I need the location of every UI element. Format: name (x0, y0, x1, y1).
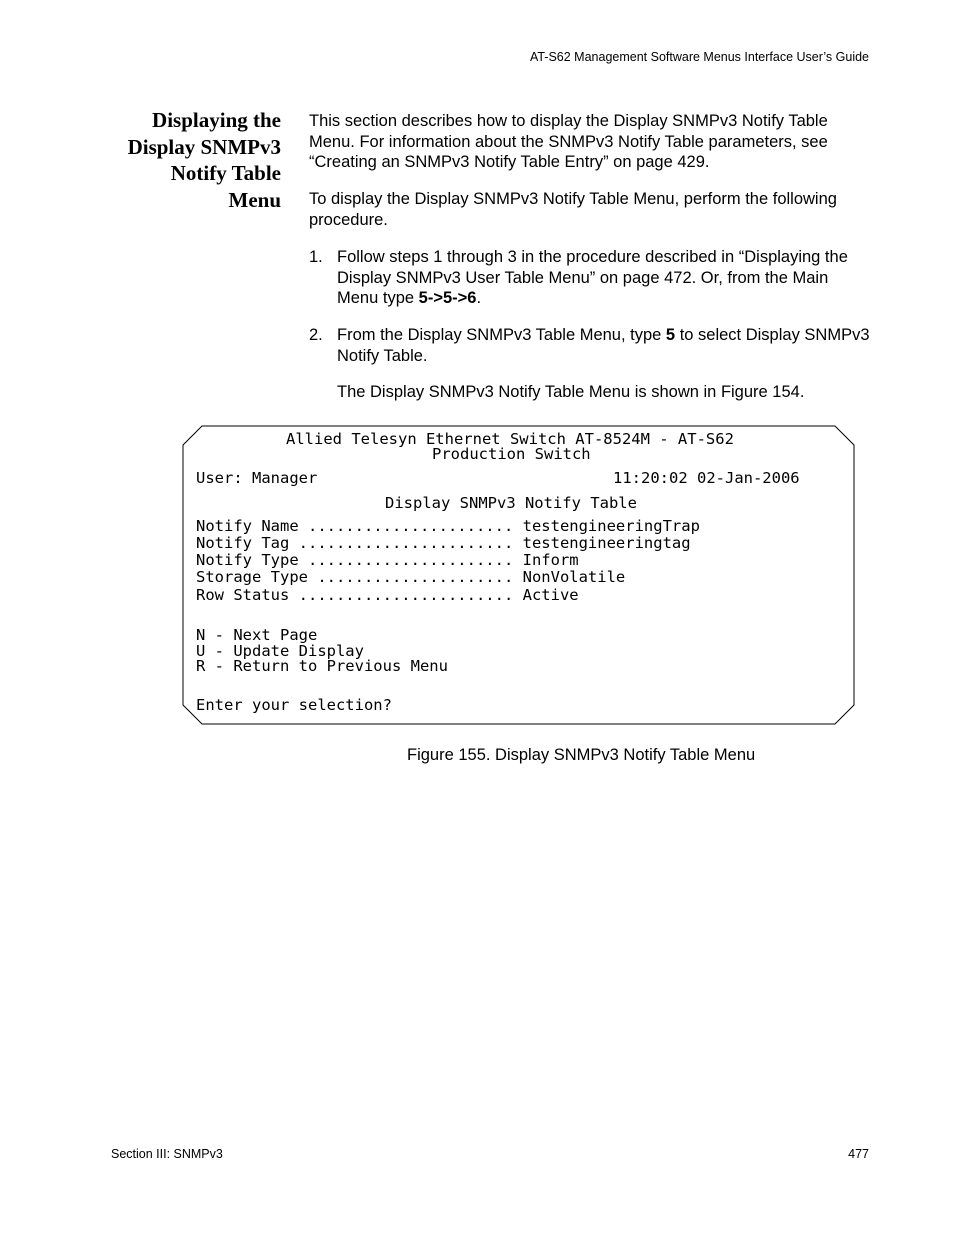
terminal-datetime: 11:20:02 02-Jan-2006 (613, 469, 800, 487)
footer-section: Section III: SNMPv3 (111, 1147, 223, 1161)
page-number: 477 (848, 1147, 869, 1161)
terminal-field: Notify Tag ....................... testengineeringtag (196, 534, 691, 552)
procedure-intro: To display the Display SNMPv3 Notify Table Menu, perform the following procedure. (309, 190, 837, 229)
terminal-option: R - Return to Previous Menu (196, 657, 448, 675)
key-5: 5 (418, 289, 428, 307)
terminal-option: N - Next Page (196, 626, 318, 644)
terminal-prompt: Enter your selection? (196, 696, 392, 714)
terminal-field: Notify Name ...................... testengineeringTrap (196, 517, 700, 535)
step-text: From the Display SNMPv3 Table Menu, type 5 to select Display SNMPv3 Notify Table. (337, 326, 870, 365)
step-note: The Display SNMPv3 Notify Table Menu is shown in Figure 154. (337, 383, 805, 401)
terminal-title: Allied Telesyn Ethernet Switch AT-8524M - AT-S62 (286, 430, 734, 448)
terminal-user: User: Manager (196, 469, 318, 487)
terminal-field: Row Status ....................... Active (196, 586, 579, 604)
running-header: AT-S62 Management Software Menus Interface User’s Guide (529, 50, 869, 64)
step-text: Follow steps 1 through 3 in the procedure described in “Displaying the Display SNMPv3 User Table Menu” on page 472. Or, from the Main Menu type 5->5->6. (337, 248, 848, 307)
section-heading (100, 107, 281, 213)
heading-line: Menu (228, 187, 281, 212)
key-6: 6 (467, 289, 477, 307)
terminal-subtitle: Production Switch (432, 445, 591, 463)
step-number: 2. (309, 326, 323, 344)
terminal-screen (182, 425, 855, 725)
heading-line: Display SNMPv3 (127, 134, 281, 159)
intro-paragraph: This section describes how to display the Display SNMPv3 Notify Table Menu. For information about the SNMPv3 Notify Table parameters, see “Creating an SNMPv3 Notify Table Entry” on page 429. (309, 112, 828, 171)
key-5: 5 (442, 289, 453, 307)
heading-line: Notify Table (170, 161, 281, 185)
terminal-option: U - Update Display (196, 642, 364, 660)
figure-caption: Figure 155. Display SNMPv3 Notify Table Menu (407, 746, 756, 764)
terminal-field: Notify Type ...................... Inform (196, 551, 579, 569)
terminal-field: Storage Type ..................... NonVolatile (196, 568, 626, 586)
step-number: 1. (309, 248, 323, 266)
step-2 (309, 325, 874, 366)
heading-line: Displaying the (152, 108, 281, 132)
key-5: 5 (665, 326, 676, 344)
step-1 (309, 247, 874, 309)
terminal-menu-title: Display SNMPv3 Notify Table (385, 494, 637, 512)
